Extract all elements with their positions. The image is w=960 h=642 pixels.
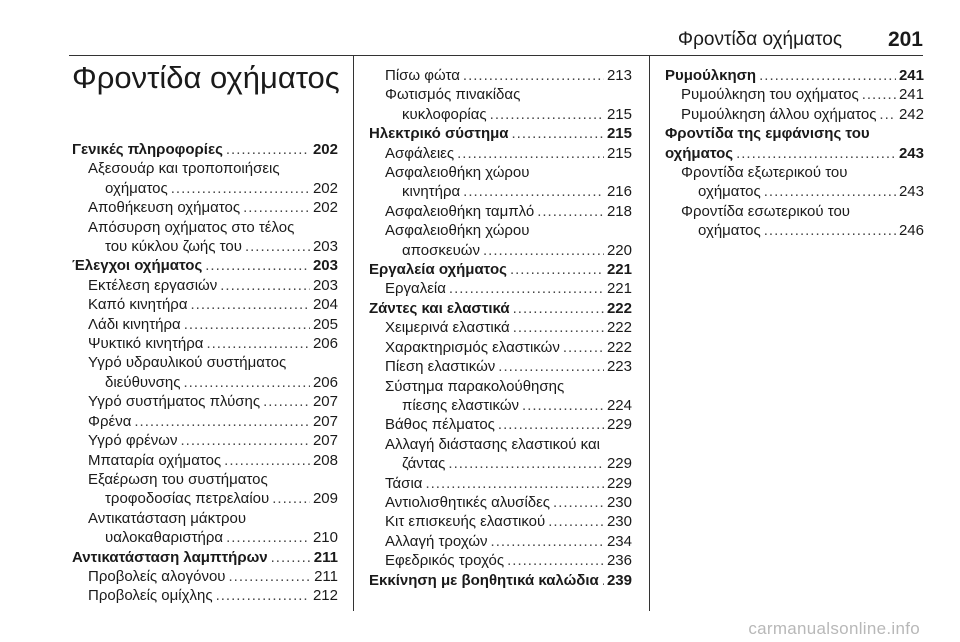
toc-entry-text: Βάθος πέλματος: [385, 416, 495, 434]
toc-page: 207: [312, 412, 338, 430]
toc-leader: [183, 373, 310, 392]
toc-entry-text: Προβολείς αλογόνου: [88, 567, 226, 585]
toc-entry[interactable]: [665, 182, 924, 201]
toc-page: 202: [312, 199, 338, 217]
toc-leader: [862, 85, 896, 104]
toc-leader: [563, 338, 604, 357]
toc-leader: [245, 237, 310, 256]
toc-page: 229: [606, 474, 632, 492]
toc-entry-text: Καπό κινητήρα: [88, 296, 188, 314]
toc-page: 223: [606, 358, 632, 376]
toc-page: 224: [606, 396, 632, 414]
toc-entry-text: ζάντας: [402, 455, 446, 473]
toc-section-title: Εκκίνηση με βοηθητικά καλώδια: [369, 571, 599, 589]
toc-leader: [764, 221, 896, 240]
toc-entry-text: Εκτέλεση εργασιών: [88, 276, 218, 294]
toc-entry[interactable]: [72, 412, 338, 431]
toc-entry[interactable]: [72, 451, 338, 470]
toc-column-1: [72, 140, 338, 606]
toc-leader: [510, 260, 604, 279]
toc-column-2: [369, 66, 632, 590]
toc-entry[interactable]: [369, 318, 632, 337]
toc-page: 221: [606, 280, 632, 298]
toc-entry[interactable]: [369, 474, 632, 493]
toc-page: 234: [606, 532, 632, 550]
watermark: carmanualsonline.info: [748, 619, 920, 638]
toc-entry[interactable]: [369, 551, 632, 570]
toc-entry-text: Αντιολισθητικές αλυσίδες: [385, 493, 551, 511]
toc-section-title: Έλεγχοι οχήματος: [72, 257, 203, 275]
toc-page: 211: [313, 548, 338, 566]
toc-entry-text: διεύθυνσης: [105, 373, 181, 391]
toc-entry[interactable]: [72, 567, 338, 586]
toc-leader: [498, 357, 604, 376]
chapter-title: Φροντίδα οχήματος: [72, 60, 340, 95]
toc-entry[interactable]: [72, 431, 338, 450]
toc-entry-text: Εφεδρικός τροχός: [385, 552, 505, 570]
toc-entry-text[interactable]: Φωτισμός πινακίδας: [385, 86, 521, 104]
toc-page: 203: [312, 276, 338, 294]
toc-entry[interactable]: [72, 295, 338, 314]
toc-leader: [226, 140, 310, 159]
toc-entry-text: πίεσης ελαστικών: [402, 396, 520, 414]
toc-leader: [512, 124, 604, 143]
toc-entry[interactable]: [72, 334, 338, 353]
toc-page: 207: [312, 393, 338, 411]
toc-entry-text: αποσκευών: [402, 241, 481, 259]
toc-leader: [879, 105, 896, 124]
toc-entry-text: υαλοκαθαριστήρα: [105, 529, 224, 547]
toc-entry[interactable]: [369, 66, 632, 85]
toc-leader: [491, 532, 604, 551]
toc-entry-text: Τάσια: [385, 474, 423, 492]
toc-leader: [759, 66, 896, 85]
toc-leader: [463, 182, 604, 201]
toc-entry[interactable]: [72, 179, 338, 198]
toc-entry-text: Αλλαγή τροχών: [385, 532, 488, 550]
toc-leader: [272, 489, 310, 508]
toc-leader: [457, 144, 604, 163]
toc-leader: [507, 551, 604, 570]
column-divider-2: [649, 55, 650, 611]
toc-leader: [425, 474, 604, 493]
toc-page: 222: [606, 319, 632, 337]
toc-entry-text[interactable]: Αλλαγή διάστασης ελαστικού και: [385, 435, 600, 453]
toc-page: 202: [312, 179, 338, 197]
toc-entry-text[interactable]: Αξεσουάρ και τροποποιήσεις: [88, 160, 280, 178]
toc-page: 222: [606, 338, 632, 356]
toc-leader: [220, 276, 310, 295]
toc-leader: [463, 66, 604, 85]
toc-leader: [736, 144, 896, 163]
running-title: Φροντίδα οχήματος: [677, 29, 842, 50]
toc-page: 204: [312, 296, 338, 314]
toc-entry-text: οχήματος: [105, 179, 168, 197]
toc-page: 221: [606, 261, 632, 279]
toc-entry-text: Κιτ επισκευής ελαστικού: [385, 513, 546, 531]
toc-entry-text: Πίσω φώτα: [385, 67, 460, 84]
toc-entry[interactable]: [369, 241, 632, 260]
toc-entry[interactable]: [72, 489, 338, 508]
toc-entry-text: Εργαλεία: [385, 280, 446, 298]
toc-entry-text[interactable]: Φροντίδα εσωτερικού του: [681, 202, 850, 220]
toc-entry[interactable]: [369, 182, 632, 201]
toc-page: 230: [606, 493, 632, 511]
toc-page: 230: [606, 513, 632, 531]
toc-entry-text: Λάδι κινητήρα: [88, 315, 181, 333]
toc-entry-text: κινητήρα: [402, 183, 461, 201]
toc-column-3: [665, 66, 924, 241]
toc-leader: [537, 202, 604, 221]
toc-section-title[interactable]: Φροντίδα της εμφάνισης του: [665, 125, 870, 143]
toc-entry-text: Υγρό συστήματος πλύσης: [88, 393, 261, 411]
toc-leader: [205, 256, 310, 275]
toc-entry-text[interactable]: Φροντίδα εξωτερικού του: [681, 164, 848, 182]
toc-section-title: Εργαλεία οχήματος: [369, 261, 507, 279]
toc-entry-text[interactable]: Ασφαλειοθήκη χώρου: [385, 164, 530, 182]
toc-entry-text: Ασφάλειες: [385, 144, 455, 162]
toc-entry-text: Χαρακτηρισμός ελαστικών: [385, 338, 560, 356]
toc-page: 203: [312, 238, 338, 256]
toc-leader: [602, 571, 604, 590]
toc-entry-text: Ρυμούλκηση του οχήματος: [681, 86, 859, 104]
toc-leader: [206, 334, 310, 353]
toc-section-title: Αντικατάσταση λαμπτήρων: [72, 548, 268, 566]
toc-leader: [764, 182, 896, 201]
toc-page: 215: [606, 144, 632, 162]
toc-leader: [263, 392, 310, 411]
toc-leader: [513, 299, 604, 318]
toc-page: 229: [606, 455, 632, 473]
toc-page: 241: [898, 67, 924, 84]
toc-entry[interactable]: [72, 392, 338, 411]
toc-entry-text: τροφοδοσίας πετρελαίου: [105, 490, 270, 508]
toc-entry-text: οχήματος: [698, 183, 761, 201]
toc-entry[interactable]: [369, 396, 632, 415]
toc-leader: [513, 318, 604, 337]
toc-page: 220: [606, 241, 632, 259]
toc-entry-text: Μπαταρία οχήματος: [88, 451, 222, 469]
toc-page: 246: [898, 222, 924, 240]
toc-section-tools[interactable]: [369, 260, 632, 279]
toc-page: 213: [606, 67, 632, 84]
toc-leader: [171, 179, 310, 198]
toc-entry[interactable]: [369, 279, 632, 298]
toc-entry[interactable]: [369, 105, 632, 124]
toc-entry[interactable]: [369, 144, 632, 163]
toc-entry[interactable]: [72, 315, 338, 334]
toc-entry[interactable]: [369, 202, 632, 221]
toc-page: 205: [312, 315, 338, 333]
toc-entry-text[interactable]: Υγρό υδραυλικού συστήματος: [88, 354, 287, 372]
toc-page: 203: [312, 257, 338, 275]
toc-leader: [181, 431, 310, 450]
toc-page: 212: [312, 587, 338, 605]
header-rule: [69, 55, 923, 56]
toc-entry-text: Υγρό φρένων: [88, 432, 178, 450]
toc-page: 208: [312, 451, 338, 469]
toc-entry[interactable]: [369, 338, 632, 357]
toc-entry-text: Πίεση ελαστικών: [385, 358, 496, 376]
toc-page: 210: [312, 529, 338, 547]
toc-page: 207: [312, 432, 338, 450]
toc-section-general[interactable]: [72, 140, 338, 159]
toc-leader: [522, 396, 604, 415]
toc-page: 206: [312, 335, 338, 353]
toc-entry[interactable]: [369, 532, 632, 551]
toc-leader: [228, 567, 311, 586]
toc-page: 202: [312, 141, 338, 158]
toc-section-towing[interactable]: [665, 66, 924, 85]
toc-entry-text[interactable]: Σύστημα παρακολούθησης: [385, 377, 565, 395]
toc-leader: [243, 198, 310, 217]
toc-leader: [490, 105, 604, 124]
toc-leader: [483, 241, 604, 260]
toc-page: 222: [606, 299, 632, 317]
toc-entry-text[interactable]: Εξαέρωση του συστήματος: [88, 470, 268, 488]
page-number: 201: [887, 28, 923, 51]
toc-entry[interactable]: [72, 237, 338, 256]
toc-page: 241: [898, 86, 924, 104]
toc-section-title: Ζάντες και ελαστικά: [369, 299, 510, 317]
toc-entry[interactable]: [369, 357, 632, 376]
toc-page: 243: [898, 183, 924, 201]
toc-section-title: οχήματος: [665, 144, 734, 162]
toc-page: 218: [606, 202, 632, 220]
toc-entry[interactable]: [72, 528, 338, 547]
toc-entry-text: Αποθήκευση οχήματος: [88, 199, 241, 217]
toc-section-title: Γενικές πληροφορίες: [72, 141, 223, 158]
toc-leader: [226, 528, 310, 547]
toc-section-title: Ρυμούλκηση: [665, 67, 757, 84]
toc-entry-text: Ψυκτικό κινητήρα: [88, 335, 204, 353]
toc-entry-text: Φρένα: [88, 412, 132, 430]
page-header: [0, 0, 960, 52]
toc-entry-text: του κύκλου ζωής του: [105, 238, 242, 256]
toc-section-bulbs[interactable]: [72, 548, 338, 567]
toc-entry-text[interactable]: Αντικατάσταση μάκτρου: [88, 509, 247, 527]
toc-leader: [191, 295, 310, 314]
toc-entry-text: Χειμερινά ελαστικά: [385, 319, 510, 337]
toc-leader: [216, 586, 310, 605]
toc-entry[interactable]: [369, 415, 632, 434]
toc-page: 229: [606, 416, 632, 434]
toc-page: 206: [312, 373, 338, 391]
toc-page: 243: [898, 144, 924, 162]
toc-page: 215: [606, 105, 632, 123]
toc-leader: [498, 415, 604, 434]
toc-section-jump-start[interactable]: [369, 571, 632, 590]
toc-entry-text: Ρυμούλκηση άλλου οχήματος: [681, 105, 877, 123]
toc-leader: [448, 454, 604, 473]
toc-leader: [184, 315, 310, 334]
toc-page: 239: [606, 571, 632, 589]
toc-entry-text: Προβολείς ομίχλης: [88, 587, 213, 605]
toc-page: 211: [314, 567, 338, 585]
toc-entry[interactable]: [665, 221, 924, 240]
toc-entry[interactable]: [72, 198, 338, 217]
toc-page: 242: [898, 105, 924, 123]
toc-entry[interactable]: [369, 454, 632, 473]
toc-entry[interactable]: [72, 373, 338, 392]
toc-section-electrical[interactable]: [369, 124, 632, 143]
toc-entry[interactable]: [369, 512, 632, 531]
toc-entry[interactable]: [665, 85, 924, 104]
toc-entry-text: οχήματος: [698, 222, 761, 240]
toc-page: 216: [606, 183, 632, 201]
toc-entry[interactable]: [72, 276, 338, 295]
toc-leader: [449, 279, 604, 298]
toc-leader: [553, 493, 604, 512]
toc-section-tyres[interactable]: [369, 299, 632, 318]
toc-page: 209: [312, 490, 338, 508]
toc-section-checks[interactable]: [72, 256, 338, 275]
toc-entry[interactable]: [369, 493, 632, 512]
toc-leader: [271, 548, 311, 567]
toc-entry-text[interactable]: Ασφαλειοθήκη χώρου: [385, 222, 530, 240]
toc-leader: [224, 451, 310, 470]
toc-entry[interactable]: [72, 586, 338, 605]
toc-entry[interactable]: [665, 105, 924, 124]
column-divider-1: [353, 55, 354, 611]
toc-page: 236: [606, 552, 632, 570]
toc-entry-text: Ασφαλειοθήκη ταμπλό: [385, 202, 535, 220]
toc-entry-text: κυκλοφορίας: [402, 105, 487, 123]
toc-leader: [548, 512, 604, 531]
toc-section-appearance[interactable]: [665, 144, 924, 163]
toc-leader: [134, 412, 310, 431]
toc-page: 215: [606, 125, 632, 143]
toc-section-title: Ηλεκτρικό σύστημα: [369, 125, 509, 143]
toc-entry-text[interactable]: Απόσυρση οχήματος στο τέλος: [88, 218, 295, 236]
